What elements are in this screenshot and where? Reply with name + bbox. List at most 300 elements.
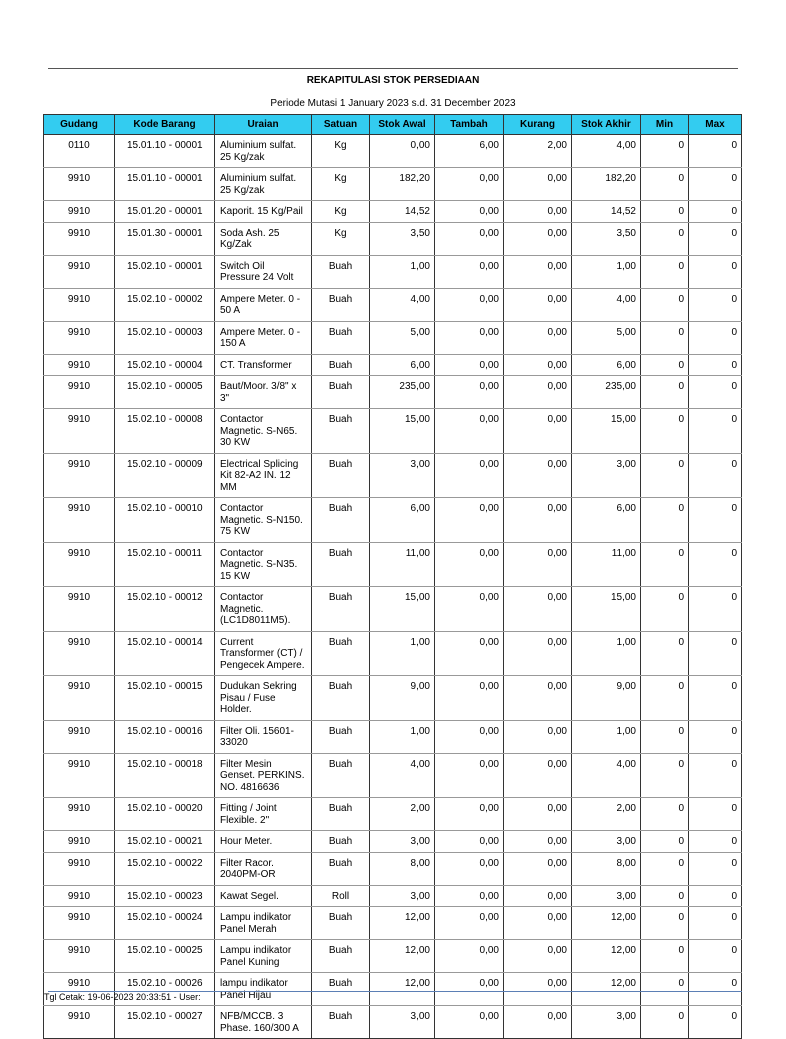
cell-uraian: Contactor Magnetic. S-N150. 75 KW (215, 498, 312, 543)
table-row (44, 852, 742, 885)
cell-kurang: 0,00 (504, 321, 572, 354)
cell-stok-awal: 15,00 (370, 409, 435, 454)
cell-tambah: 0,00 (435, 201, 504, 223)
cell-stok-awal: 182,20 (370, 168, 435, 201)
cell-min: 0 (641, 376, 689, 409)
cell-uraian: Filter Racor. 2040PM-OR (215, 852, 312, 885)
cell-kurang: 0,00 (504, 753, 572, 798)
cell-kode-barang: 15.02.10 - 00014 (115, 631, 215, 676)
cell-gudang: 9910 (44, 907, 115, 940)
cell-kurang: 0,00 (504, 168, 572, 201)
cell-min: 0 (641, 798, 689, 831)
cell-kode-barang: 15.02.10 - 00004 (115, 354, 215, 376)
cell-gudang: 9910 (44, 852, 115, 885)
cell-stok-awal: 3,50 (370, 222, 435, 255)
cell-satuan: Buah (312, 409, 370, 454)
cell-max: 0 (689, 831, 742, 853)
cell-max: 0 (689, 201, 742, 223)
cell-min: 0 (641, 720, 689, 753)
cell-stok-akhir: 4,00 (572, 753, 641, 798)
cell-tambah: 0,00 (435, 940, 504, 973)
cell-stok-akhir: 12,00 (572, 940, 641, 973)
cell-gudang: 0110 (44, 135, 115, 168)
cell-satuan: Buah (312, 587, 370, 632)
cell-gudang: 9910 (44, 798, 115, 831)
cell-min: 0 (641, 940, 689, 973)
cell-kode-barang: 15.02.10 - 00008 (115, 409, 215, 454)
cell-stok-akhir: 3,50 (572, 222, 641, 255)
cell-max: 0 (689, 753, 742, 798)
cell-max: 0 (689, 376, 742, 409)
cell-min: 0 (641, 885, 689, 907)
cell-kurang: 0,00 (504, 255, 572, 288)
cell-gudang: 9910 (44, 831, 115, 853)
cell-kode-barang: 15.01.10 - 00001 (115, 135, 215, 168)
cell-max: 0 (689, 940, 742, 973)
cell-tambah: 0,00 (435, 1006, 504, 1039)
cell-satuan: Buah (312, 720, 370, 753)
cell-stok-akhir: 3,00 (572, 1006, 641, 1039)
cell-kode-barang: 15.02.10 - 00021 (115, 831, 215, 853)
cell-tambah: 0,00 (435, 409, 504, 454)
cell-max: 0 (689, 587, 742, 632)
cell-gudang: 9910 (44, 255, 115, 288)
cell-kurang: 0,00 (504, 288, 572, 321)
cell-max: 0 (689, 798, 742, 831)
cell-stok-akhir: 11,00 (572, 542, 641, 587)
cell-kurang: 0,00 (504, 720, 572, 753)
cell-stok-awal: 0,00 (370, 135, 435, 168)
cell-stok-akhir: 1,00 (572, 631, 641, 676)
cell-kode-barang: 15.02.10 - 00009 (115, 453, 215, 498)
cell-gudang: 9910 (44, 222, 115, 255)
cell-stok-akhir: 2,00 (572, 798, 641, 831)
cell-stok-akhir: 1,00 (572, 720, 641, 753)
cell-uraian: Baut/Moor. 3/8" x 3" (215, 376, 312, 409)
cell-satuan: Kg (312, 135, 370, 168)
cell-uraian: Lampu indikator Panel Kuning (215, 940, 312, 973)
cell-gudang: 9910 (44, 453, 115, 498)
cell-max: 0 (689, 542, 742, 587)
cell-satuan: Buah (312, 354, 370, 376)
cell-uraian: Contactor Magnetic. (LC1D8011M5). (215, 587, 312, 632)
cell-stok-awal: 12,00 (370, 940, 435, 973)
cell-satuan: Buah (312, 831, 370, 853)
cell-max: 0 (689, 288, 742, 321)
cell-kurang: 0,00 (504, 831, 572, 853)
table-row (44, 453, 742, 498)
cell-stok-awal: 1,00 (370, 255, 435, 288)
cell-min: 0 (641, 831, 689, 853)
col-header-tambah: Tambah (435, 115, 504, 135)
table-row (44, 831, 742, 853)
cell-uraian: Ampere Meter. 0 - 50 A (215, 288, 312, 321)
top-divider (48, 68, 738, 69)
table-row (44, 222, 742, 255)
cell-kurang: 0,00 (504, 885, 572, 907)
table-header-row (44, 115, 742, 135)
cell-max: 0 (689, 135, 742, 168)
cell-min: 0 (641, 753, 689, 798)
cell-stok-awal: 2,00 (370, 798, 435, 831)
cell-min: 0 (641, 498, 689, 543)
cell-stok-akhir: 12,00 (572, 907, 641, 940)
cell-kurang: 0,00 (504, 498, 572, 543)
stock-table (43, 114, 742, 1039)
cell-tambah: 0,00 (435, 255, 504, 288)
cell-stok-akhir: 8,00 (572, 852, 641, 885)
cell-stok-akhir: 182,20 (572, 168, 641, 201)
col-header-gudang: Gudang (44, 115, 115, 135)
cell-kurang: 0,00 (504, 676, 572, 721)
cell-tambah: 0,00 (435, 542, 504, 587)
table-row (44, 1006, 742, 1039)
table-row (44, 587, 742, 632)
cell-max: 0 (689, 354, 742, 376)
cell-gudang: 9910 (44, 354, 115, 376)
cell-stok-akhir: 4,00 (572, 135, 641, 168)
col-header-satuan: Satuan (312, 115, 370, 135)
cell-gudang: 9910 (44, 676, 115, 721)
cell-tambah: 0,00 (435, 376, 504, 409)
cell-kurang: 0,00 (504, 587, 572, 632)
col-header-uraian: Uraian (215, 115, 312, 135)
cell-stok-awal: 235,00 (370, 376, 435, 409)
cell-uraian: Hour Meter. (215, 831, 312, 853)
cell-stok-awal: 12,00 (370, 907, 435, 940)
cell-kode-barang: 15.02.10 - 00024 (115, 907, 215, 940)
cell-max: 0 (689, 907, 742, 940)
cell-kurang: 0,00 (504, 201, 572, 223)
cell-min: 0 (641, 973, 689, 1006)
cell-satuan: Buah (312, 907, 370, 940)
cell-kurang: 0,00 (504, 973, 572, 1006)
cell-stok-awal: 3,00 (370, 453, 435, 498)
cell-uraian: Fitting / Joint Flexible. 2" (215, 798, 312, 831)
cell-kurang: 0,00 (504, 631, 572, 676)
cell-min: 0 (641, 354, 689, 376)
cell-uraian: Contactor Magnetic. S-N35. 15 KW (215, 542, 312, 587)
cell-gudang: 9910 (44, 885, 115, 907)
cell-kurang: 0,00 (504, 907, 572, 940)
col-header-min: Min (641, 115, 689, 135)
cell-satuan: Buah (312, 631, 370, 676)
col-header-stok-awal: Stok Awal (370, 115, 435, 135)
cell-satuan: Buah (312, 255, 370, 288)
col-header-kode-barang: Kode Barang (115, 115, 215, 135)
cell-uraian: Aluminium sulfat. 25 Kg/zak (215, 168, 312, 201)
cell-tambah: 0,00 (435, 907, 504, 940)
cell-kurang: 0,00 (504, 222, 572, 255)
cell-tambah: 6,00 (435, 135, 504, 168)
cell-satuan: Buah (312, 453, 370, 498)
cell-min: 0 (641, 852, 689, 885)
cell-stok-akhir: 12,00 (572, 973, 641, 1006)
cell-uraian: Kawat Segel. (215, 885, 312, 907)
cell-gudang: 9910 (44, 720, 115, 753)
cell-kode-barang: 15.02.10 - 00025 (115, 940, 215, 973)
table-row (44, 940, 742, 973)
cell-min: 0 (641, 288, 689, 321)
cell-tambah: 0,00 (435, 222, 504, 255)
cell-satuan: Buah (312, 940, 370, 973)
cell-satuan: Buah (312, 798, 370, 831)
cell-stok-awal: 12,00 (370, 973, 435, 1006)
cell-kurang: 0,00 (504, 354, 572, 376)
cell-stok-awal: 15,00 (370, 587, 435, 632)
cell-gudang: 9910 (44, 587, 115, 632)
cell-tambah: 0,00 (435, 288, 504, 321)
cell-stok-awal: 3,00 (370, 1006, 435, 1039)
cell-satuan: Buah (312, 1006, 370, 1039)
cell-stok-akhir: 5,00 (572, 321, 641, 354)
cell-max: 0 (689, 1006, 742, 1039)
cell-gudang: 9910 (44, 753, 115, 798)
cell-min: 0 (641, 409, 689, 454)
cell-uraian: Filter Oli. 15601-33020 (215, 720, 312, 753)
cell-gudang: 9910 (44, 376, 115, 409)
cell-kurang: 0,00 (504, 409, 572, 454)
table-row (44, 885, 742, 907)
table-row (44, 168, 742, 201)
print-info: Tgl Cetak: 19-06-2023 20:33:51 - User: (44, 992, 201, 1002)
cell-tambah: 0,00 (435, 453, 504, 498)
cell-max: 0 (689, 453, 742, 498)
cell-satuan: Kg (312, 201, 370, 223)
cell-min: 0 (641, 255, 689, 288)
cell-kode-barang: 15.02.10 - 00023 (115, 885, 215, 907)
cell-kode-barang: 15.02.10 - 00001 (115, 255, 215, 288)
cell-max: 0 (689, 409, 742, 454)
cell-kurang: 0,00 (504, 542, 572, 587)
cell-kode-barang: 15.02.10 - 00002 (115, 288, 215, 321)
cell-satuan: Buah (312, 852, 370, 885)
cell-stok-akhir: 4,00 (572, 288, 641, 321)
cell-kode-barang: 15.02.10 - 00022 (115, 852, 215, 885)
cell-kode-barang: 15.02.10 - 00012 (115, 587, 215, 632)
cell-stok-akhir: 6,00 (572, 498, 641, 543)
cell-stok-awal: 3,00 (370, 885, 435, 907)
cell-stok-akhir: 1,00 (572, 255, 641, 288)
cell-uraian: Lampu indikator Panel Merah (215, 907, 312, 940)
cell-kode-barang: 15.02.10 - 00010 (115, 498, 215, 543)
cell-uraian: NFB/MCCB. 3 Phase. 160/300 A (215, 1006, 312, 1039)
cell-kode-barang: 15.02.10 - 00027 (115, 1006, 215, 1039)
table-row (44, 354, 742, 376)
cell-uraian: Aluminium sulfat. 25 Kg/zak (215, 135, 312, 168)
cell-tambah: 0,00 (435, 852, 504, 885)
report-period: Periode Mutasi 1 January 2023 s.d. 31 December 2023 (270, 98, 516, 109)
cell-max: 0 (689, 852, 742, 885)
cell-uraian: Switch Oil Pressure 24 Volt (215, 255, 312, 288)
cell-gudang: 9910 (44, 631, 115, 676)
cell-kode-barang: 15.02.10 - 00011 (115, 542, 215, 587)
cell-gudang: 9910 (44, 973, 115, 1006)
cell-stok-akhir: 14,52 (572, 201, 641, 223)
table-row (44, 907, 742, 940)
cell-tambah: 0,00 (435, 498, 504, 543)
cell-tambah: 0,00 (435, 885, 504, 907)
table-row (44, 720, 742, 753)
cell-uraian: CT. Transformer (215, 354, 312, 376)
cell-tambah: 0,00 (435, 973, 504, 1006)
cell-max: 0 (689, 498, 742, 543)
cell-satuan: Kg (312, 222, 370, 255)
table-body (44, 135, 742, 1039)
cell-min: 0 (641, 321, 689, 354)
table-row (44, 798, 742, 831)
cell-kode-barang: 15.02.10 - 00003 (115, 321, 215, 354)
cell-kode-barang: 15.02.10 - 00005 (115, 376, 215, 409)
cell-max: 0 (689, 676, 742, 721)
cell-uraian: Dudukan Sekring Pisau / Fuse Holder. (215, 676, 312, 721)
cell-kode-barang: 15.02.10 - 00020 (115, 798, 215, 831)
table-row (44, 288, 742, 321)
cell-stok-awal: 14,52 (370, 201, 435, 223)
cell-stok-awal: 11,00 (370, 542, 435, 587)
cell-stok-akhir: 3,00 (572, 885, 641, 907)
cell-max: 0 (689, 168, 742, 201)
cell-tambah: 0,00 (435, 753, 504, 798)
cell-min: 0 (641, 907, 689, 940)
cell-stok-akhir: 6,00 (572, 354, 641, 376)
cell-satuan: Buah (312, 542, 370, 587)
cell-kurang: 2,00 (504, 135, 572, 168)
cell-tambah: 0,00 (435, 631, 504, 676)
cell-kurang: 0,00 (504, 376, 572, 409)
cell-satuan: Buah (312, 288, 370, 321)
cell-stok-awal: 1,00 (370, 631, 435, 676)
cell-tambah: 0,00 (435, 587, 504, 632)
cell-uraian: Soda Ash. 25 Kg/Zak (215, 222, 312, 255)
cell-stok-awal: 9,00 (370, 676, 435, 721)
cell-min: 0 (641, 587, 689, 632)
cell-satuan: Buah (312, 973, 370, 1006)
cell-satuan: Buah (312, 498, 370, 543)
cell-tambah: 0,00 (435, 798, 504, 831)
table-row (44, 676, 742, 721)
table-row (44, 498, 742, 543)
cell-max: 0 (689, 631, 742, 676)
table-row (44, 321, 742, 354)
cell-kurang: 0,00 (504, 453, 572, 498)
cell-kode-barang: 15.01.20 - 00001 (115, 201, 215, 223)
cell-satuan: Kg (312, 168, 370, 201)
col-header-kurang: Kurang (504, 115, 572, 135)
col-header-max: Max (689, 115, 742, 135)
cell-gudang: 9910 (44, 1006, 115, 1039)
cell-stok-akhir: 9,00 (572, 676, 641, 721)
cell-gudang: 9910 (44, 168, 115, 201)
table-row (44, 409, 742, 454)
cell-min: 0 (641, 676, 689, 721)
table-row (44, 631, 742, 676)
cell-kode-barang: 15.01.10 - 00001 (115, 168, 215, 201)
cell-min: 0 (641, 631, 689, 676)
table-row (44, 135, 742, 168)
cell-tambah: 0,00 (435, 354, 504, 376)
cell-tambah: 0,00 (435, 831, 504, 853)
cell-gudang: 9910 (44, 288, 115, 321)
cell-stok-awal: 6,00 (370, 498, 435, 543)
col-header-stok-akhir: Stok Akhir (572, 115, 641, 135)
cell-uraian: Filter Mesin Genset. PERKINS. NO. 4816636 (215, 753, 312, 798)
cell-min: 0 (641, 453, 689, 498)
cell-stok-akhir: 3,00 (572, 831, 641, 853)
cell-gudang: 9910 (44, 409, 115, 454)
cell-stok-awal: 3,00 (370, 831, 435, 853)
cell-max: 0 (689, 973, 742, 1006)
cell-max: 0 (689, 255, 742, 288)
report-title: REKAPITULASI STOK PERSEDIAAN (306, 75, 480, 86)
table-row (44, 753, 742, 798)
cell-gudang: 9910 (44, 940, 115, 973)
cell-stok-awal: 4,00 (370, 753, 435, 798)
cell-tambah: 0,00 (435, 720, 504, 753)
cell-stok-akhir: 235,00 (572, 376, 641, 409)
cell-uraian: lampu indikator Panel Hijau (215, 973, 312, 1006)
cell-uraian: Electrical Splicing Kit 82-A2 IN. 12 MM (215, 453, 312, 498)
cell-min: 0 (641, 168, 689, 201)
cell-kurang: 0,00 (504, 798, 572, 831)
cell-stok-akhir: 15,00 (572, 587, 641, 632)
cell-kurang: 0,00 (504, 1006, 572, 1039)
cell-satuan: Buah (312, 753, 370, 798)
table-row (44, 255, 742, 288)
cell-uraian: Kaporit. 15 Kg/Pail (215, 201, 312, 223)
cell-kode-barang: 15.01.30 - 00001 (115, 222, 215, 255)
table-row (44, 201, 742, 223)
cell-stok-awal: 1,00 (370, 720, 435, 753)
cell-gudang: 9910 (44, 321, 115, 354)
cell-stok-awal: 8,00 (370, 852, 435, 885)
cell-gudang: 9910 (44, 201, 115, 223)
cell-uraian: Current Transformer (CT) / Pengecek Ampere. (215, 631, 312, 676)
cell-tambah: 0,00 (435, 676, 504, 721)
cell-stok-akhir: 3,00 (572, 453, 641, 498)
cell-min: 0 (641, 222, 689, 255)
cell-max: 0 (689, 222, 742, 255)
cell-gudang: 9910 (44, 498, 115, 543)
cell-max: 0 (689, 720, 742, 753)
cell-tambah: 0,00 (435, 168, 504, 201)
cell-stok-awal: 5,00 (370, 321, 435, 354)
table-row (44, 376, 742, 409)
cell-tambah: 0,00 (435, 321, 504, 354)
cell-min: 0 (641, 542, 689, 587)
cell-stok-akhir: 15,00 (572, 409, 641, 454)
cell-min: 0 (641, 201, 689, 223)
cell-kode-barang: 15.02.10 - 00018 (115, 753, 215, 798)
cell-min: 0 (641, 135, 689, 168)
cell-satuan: Buah (312, 376, 370, 409)
cell-kode-barang: 15.02.10 - 00016 (115, 720, 215, 753)
cell-gudang: 9910 (44, 542, 115, 587)
cell-uraian: Contactor Magnetic. S-N65. 30 KW (215, 409, 312, 454)
cell-kurang: 0,00 (504, 852, 572, 885)
cell-uraian: Ampere Meter. 0 - 150 A (215, 321, 312, 354)
cell-max: 0 (689, 885, 742, 907)
cell-satuan: Buah (312, 676, 370, 721)
table-row (44, 542, 742, 587)
cell-satuan: Buah (312, 321, 370, 354)
cell-kode-barang: 15.02.10 - 00026 (115, 973, 215, 1006)
cell-max: 0 (689, 321, 742, 354)
cell-min: 0 (641, 1006, 689, 1039)
cell-satuan: Roll (312, 885, 370, 907)
cell-kode-barang: 15.02.10 - 00015 (115, 676, 215, 721)
cell-stok-awal: 6,00 (370, 354, 435, 376)
